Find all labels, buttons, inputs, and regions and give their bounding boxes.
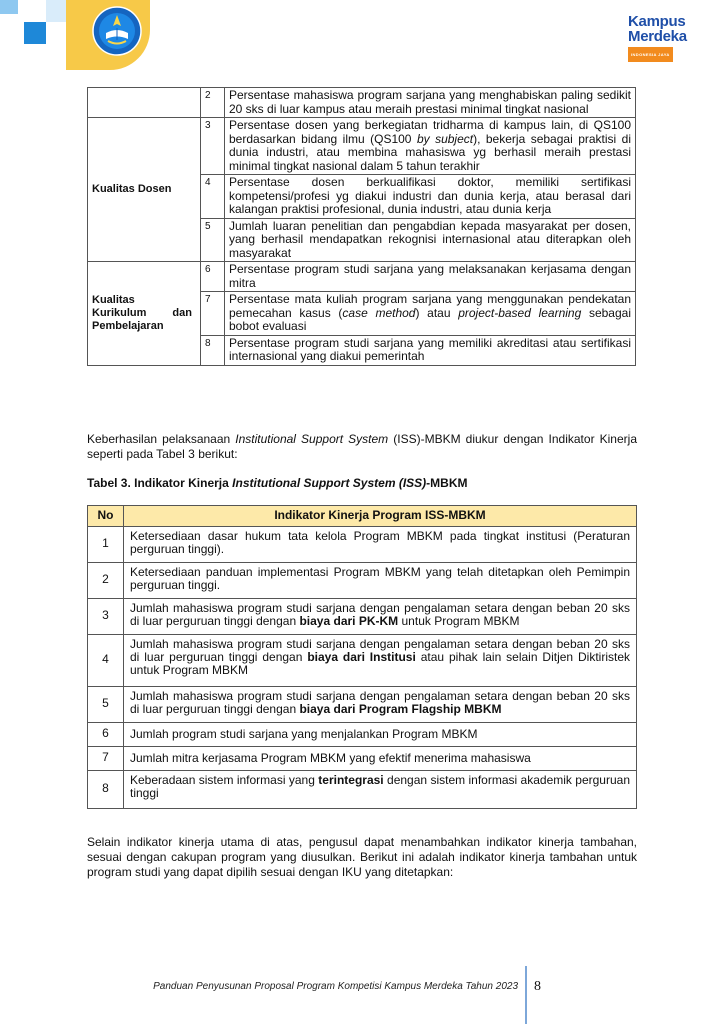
category-kurikulum <box>88 262 201 366</box>
category-cell <box>88 88 201 118</box>
header-no: No <box>88 506 124 527</box>
row-number: 2 <box>201 88 225 118</box>
text-part: Keberadaan sistem informasi yang <box>130 772 319 787</box>
row-number: 5 <box>201 218 225 262</box>
text-part: Keberhasilan pelaksanaan <box>87 432 236 446</box>
table-row <box>88 262 636 292</box>
row-number: 6 <box>88 722 124 746</box>
text-part: Jumlah mahasiswa program studi sarjana dengan pengalaman setara dengan beban 20 sks di luar perguruan tinggi dengan <box>130 688 630 716</box>
indicator-text <box>124 686 637 722</box>
page-number: 8 <box>534 979 541 994</box>
table-header-row <box>88 506 637 527</box>
indicator-text <box>225 118 636 175</box>
text-italic: by subject <box>416 131 474 146</box>
table-caption <box>87 476 468 490</box>
table-row <box>88 746 637 770</box>
footer-divider <box>525 966 527 1024</box>
table-row <box>88 562 637 598</box>
closing-paragraph: Selain indikator kinerja utama di atas, pengusul dapat menambahkan indikator kinerja tambahan, sesuai dengan cakupan program yang diusulkan. Berikut ini adalah indikator kinerja tambahan untuk program studi yang dapat dipilih sesuai dengan IKU yang ditetapkan: <box>87 835 637 879</box>
kampus-merdeka-logo <box>628 14 706 62</box>
iku-table <box>87 87 636 366</box>
iss-mbkm-table <box>87 505 637 809</box>
category-dosen: Kualitas Dosen <box>88 118 201 262</box>
text-part: untuk Program MBKM <box>398 613 520 628</box>
indicator-text <box>225 292 636 336</box>
indicator-text: Ketersediaan panduan implementasi Program MBKM yang telah ditetapkan oleh Pemimpin perguruan tinggi. <box>124 562 637 598</box>
indicator-text: Persentase mahasiswa program sarjana yang menghabiskan paling sedikit 20 sks di luar kampus atau meraih prestasi minimal tingkat nasional <box>225 88 636 118</box>
text-italic: project-based learning <box>458 305 582 320</box>
text-part: ) atau <box>415 305 459 320</box>
indicator-text: Jumlah luaran penelitian dan pengabdian kepada masyarakat per dosen, yang berhasil mendapatkan rekognisi internasional atau diterapkan oleh masyarakat <box>225 218 636 262</box>
text-bold: biaya dari Institusi <box>307 649 416 664</box>
text-bold: biaya dari Program Flagship MBKM <box>299 701 502 716</box>
indicator-text <box>124 598 637 634</box>
row-number: 3 <box>88 598 124 634</box>
table-row <box>88 634 637 686</box>
text-italic: case method <box>342 305 416 320</box>
table-row <box>88 686 637 722</box>
text-part: ), bekerja sebagai praktisi di dunia industri, atau membina mahasiswa yg berhasil meraih prestasi minimal tingkat nasional dalam 5 tahun terakhir <box>229 131 631 173</box>
table-row <box>88 598 637 634</box>
text-bold: terintegrasi <box>318 772 384 787</box>
table-row <box>88 88 636 118</box>
indicator-text: Persentase program studi sarjana yang melaksanakan kerjasama dengan mitra <box>225 262 636 292</box>
row-number: 8 <box>88 770 124 808</box>
row-number: 8 <box>201 335 225 365</box>
indicator-text: Persentase program studi sarjana yang memiliki akreditasi atau sertifikasi internasional yang diakui pemerintah <box>225 335 636 365</box>
text-bold: biaya dari PK-KM <box>299 613 399 628</box>
text-part: (ISS)-MBKM diukur dengan Indikator Kinerja seperti pada Tabel 3 berikut: <box>87 432 637 461</box>
text-part: dengan sistem informasi akademik perguruan tinggi <box>130 772 630 800</box>
row-number: 7 <box>88 746 124 770</box>
text-part: -MBKM <box>426 476 468 490</box>
row-number: 7 <box>201 292 225 336</box>
intro-paragraph <box>87 432 637 462</box>
header-indicator: Indikator Kinerja Program ISS-MBKM <box>124 506 637 527</box>
row-number: 4 <box>88 634 124 686</box>
text-part: atau pihak lain selain Ditjen Diktiristek untuk Program MBKM <box>130 649 631 677</box>
table-row <box>88 526 637 562</box>
text-part: Persentase mata kuliah program sarjana yang menggunakan pendekatan pemecahan kasus ( <box>229 292 631 320</box>
table-row <box>88 722 637 746</box>
row-number: 1 <box>88 526 124 562</box>
tut-wuri-handayani-emblem-icon <box>92 6 142 56</box>
row-number: 5 <box>88 686 124 722</box>
table-row <box>88 770 637 808</box>
text-part: Persentase dosen yang berkegiatan tridharma di kampus lain, di QS100 berdasarkan bidang ilmu (QS100 <box>229 118 631 146</box>
indicator-text: Jumlah program studi sarjana yang menjalankan Program MBKM <box>124 722 637 746</box>
text-part: Jumlah mahasiswa program studi sarjana dengan pengalaman setara dengan beban 20 sks di luar perguruan tinggi dengan <box>130 636 630 664</box>
row-number: 4 <box>201 175 225 219</box>
category-label: Kualitas Kurikulum dan Pembelajaran <box>92 293 192 332</box>
row-number: 3 <box>201 118 225 175</box>
text-part: Jumlah mahasiswa program studi sarjana dengan pengalaman setara dengan beban 20 sks di luar perguruan tinggi dengan <box>130 600 630 628</box>
text-part: Tabel 3. Indikator Kinerja <box>87 476 233 490</box>
footer-text: Panduan Penyusunan Proposal Program Kompetisi Kampus Merdeka Tahun 2023 <box>153 981 518 992</box>
text-italic: Institutional Support System (ISS) <box>232 476 427 490</box>
table-row <box>88 118 636 175</box>
brand-tagline: INDONESIA JAYA <box>628 47 673 62</box>
indicator-text: Persentase dosen berkualifikasi doktor, memiliki sertifikasi kompetensi/profesi yg diakui industri dan dunia kerja, atau berasal dari kalangan praktisi profesional, dunia industri, atau dunia kerja <box>225 175 636 219</box>
indicator-text <box>124 770 637 808</box>
row-number: 2 <box>88 562 124 598</box>
header-decoration <box>0 0 18 14</box>
header-decoration <box>24 22 46 44</box>
indicator-text: Jumlah mitra kerjasama Program MBKM yang efektif menerima mahasiswa <box>124 746 637 770</box>
brand-line1: Kampus <box>628 13 686 30</box>
brand-line2: Merdeka <box>628 28 687 45</box>
text-part: sebagai bobot evaluasi <box>229 305 631 333</box>
indicator-text: Ketersediaan dasar hukum tata kelola Program MBKM pada tingkat institusi (Peraturan perguruan tinggi). <box>124 526 637 562</box>
row-number: 6 <box>201 262 225 292</box>
indicator-text <box>124 634 637 686</box>
text-italic: Institutional Support System <box>235 432 389 446</box>
header-decoration <box>46 0 66 22</box>
